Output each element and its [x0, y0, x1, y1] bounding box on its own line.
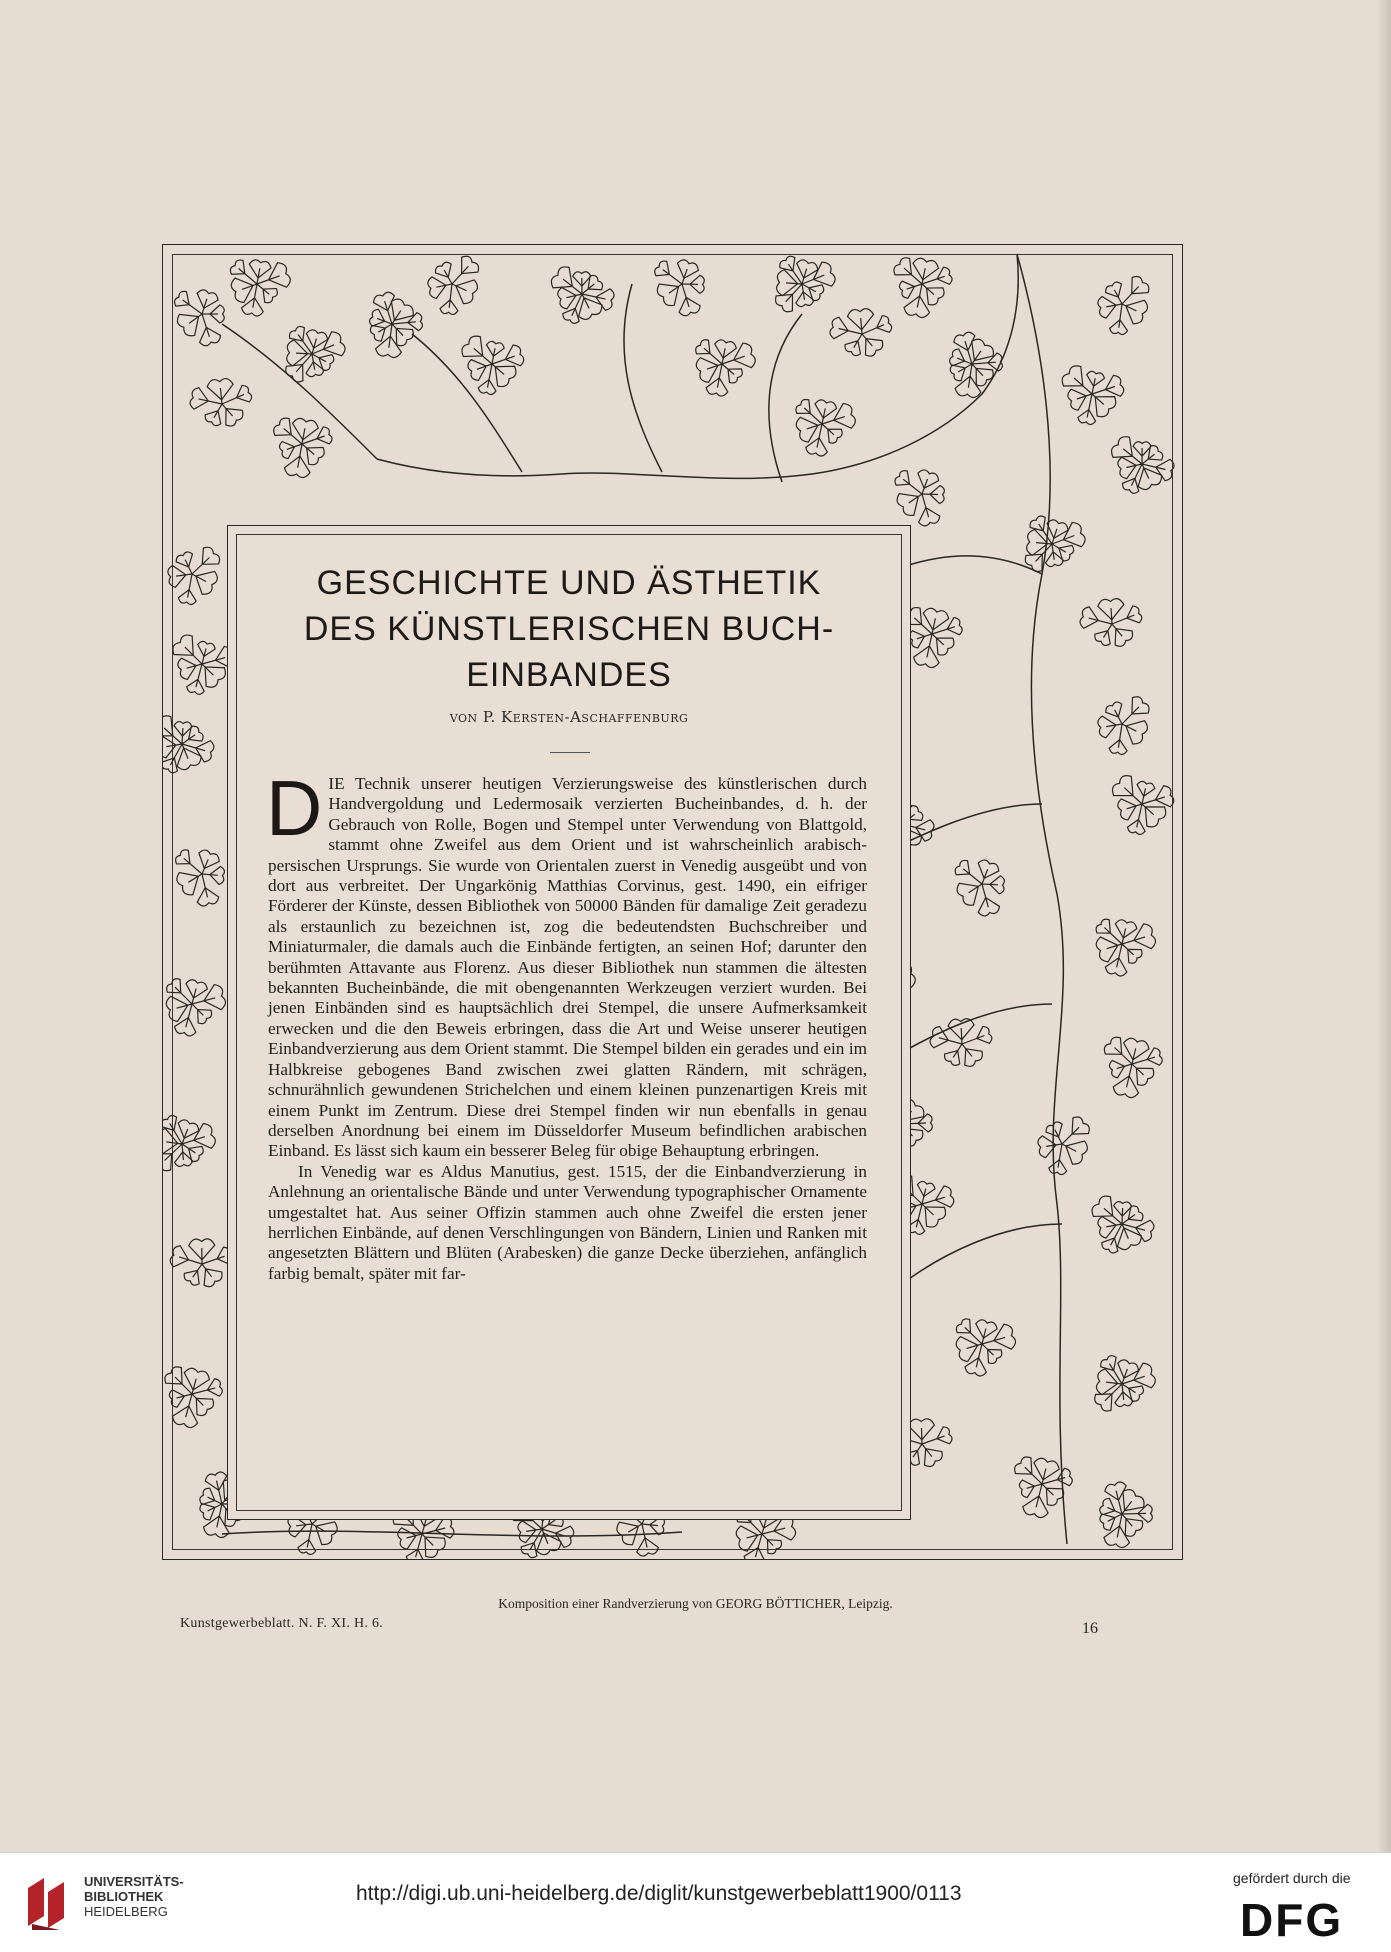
- fern-vein: [922, 268, 925, 284]
- fern-vein: [822, 417, 845, 424]
- page-number: 16: [1082, 1620, 1098, 1637]
- fern-vein: [177, 1004, 192, 1008]
- fern-vein: [968, 364, 972, 388]
- fern-vein: [817, 424, 822, 448]
- fern-leaf-cluster: [172, 288, 224, 347]
- fern-vein: [1132, 1048, 1136, 1064]
- fern-vein: [312, 354, 326, 362]
- fern-vein: [932, 634, 944, 645]
- library-name: [84, 1874, 184, 1919]
- fern-vein: [1108, 1514, 1122, 1521]
- fern-vein: [177, 1394, 193, 1398]
- fern-vein: [953, 1044, 962, 1057]
- fern-leaf-cluster: [228, 258, 292, 317]
- fern-vein: [961, 1028, 962, 1044]
- fern-leaf-cluster: [954, 1316, 1017, 1377]
- fern-vein: [1106, 1382, 1122, 1384]
- fern-vein: [217, 1504, 222, 1527]
- fern-vein: [1117, 944, 1122, 967]
- fern-leaf-cluster: [1089, 1193, 1156, 1255]
- fern-vein: [1122, 287, 1139, 304]
- fern-vein: [1114, 290, 1122, 304]
- fern-leaf-cluster: [1097, 694, 1152, 755]
- fern-vein: [192, 998, 215, 1004]
- fern-leaf-cluster: [1092, 1354, 1158, 1414]
- fern-leaf: [162, 754, 182, 775]
- fern-vein: [182, 1144, 183, 1160]
- fern-vein: [922, 1428, 923, 1444]
- fern-vein: [392, 324, 403, 336]
- fern-vein: [284, 428, 302, 444]
- fern-leaf-cluster: [891, 255, 953, 319]
- fern-vein: [972, 362, 996, 364]
- fern-vein: [312, 345, 334, 354]
- fern-vein: [642, 1524, 647, 1548]
- fern-vein: [296, 353, 312, 354]
- fern-vein: [422, 1534, 433, 1545]
- fern-vein: [1052, 544, 1066, 552]
- fern-stem: [769, 314, 802, 482]
- fern-vein: [192, 1379, 196, 1394]
- funding-label: gefördert durch die: [1233, 1870, 1351, 1886]
- fern-vein: [1115, 1048, 1133, 1065]
- fern-leaf-cluster: [652, 258, 704, 317]
- fern-vein: [196, 664, 202, 687]
- fern-vein: [302, 444, 314, 454]
- fern-vein: [958, 364, 972, 372]
- fern-vein: [1027, 1484, 1042, 1488]
- fern-vein: [922, 284, 934, 295]
- fern-vein: [1122, 1514, 1132, 1526]
- title-line-3: EINBANDES: [466, 656, 672, 694]
- fern-vein: [839, 329, 862, 335]
- title-line-2: DES KÜNSTLERISCHEN BUCH-: [303, 610, 835, 648]
- fern-vein: [972, 364, 983, 376]
- fern-leaf-cluster: [162, 1113, 217, 1173]
- fern-vein: [542, 1520, 555, 1529]
- fern-leaf-cluster: [1098, 1481, 1152, 1549]
- fern-vein: [932, 618, 935, 634]
- fern-vein: [1142, 804, 1154, 815]
- article-body: [266, 764, 867, 1284]
- author-byline: von P. Kersten-Aschaffenburg: [449, 708, 689, 726]
- fern-stem: [624, 284, 662, 472]
- fern-vein: [922, 494, 938, 495]
- fern-vein: [392, 322, 416, 324]
- fern-leaf-cluster: [1097, 273, 1152, 335]
- fern-vein: [1117, 1064, 1132, 1069]
- fern-vein: [922, 1189, 926, 1205]
- fern-leaf-cluster: [167, 544, 222, 605]
- fern-vein: [1115, 710, 1122, 724]
- dfg-logo-icon: [1236, 1896, 1386, 1940]
- fern-vein: [1111, 608, 1112, 624]
- fern-leaf-cluster: [189, 378, 254, 429]
- fern-vein: [861, 318, 862, 334]
- fern-vein: [182, 728, 183, 744]
- fern-vein: [444, 270, 452, 284]
- fern-vein: [642, 1524, 658, 1526]
- fern-vein: [1132, 1064, 1144, 1075]
- fern-leaf-cluster: [948, 331, 1003, 399]
- fern-vein: [913, 1444, 922, 1457]
- fern-vein: [1092, 378, 1095, 394]
- library-name-line-3: HEIDELBERG: [84, 1904, 168, 1919]
- fern-leaf-cluster: [173, 847, 225, 907]
- fern-vein: [903, 479, 922, 494]
- fern-vein: [202, 874, 218, 875]
- fern-stem: [222, 324, 377, 459]
- fern-vein: [1107, 944, 1122, 949]
- fern-vein: [1122, 1208, 1123, 1224]
- fern-vein: [170, 744, 182, 765]
- fern-leaf-cluster: [953, 858, 1005, 917]
- fern-vein: [298, 444, 302, 468]
- permalink-url[interactable]: http://digi.ub.uni-heidelberg.de/diglit/kunstgewerbeblatt1900/0113: [356, 1882, 962, 1905]
- fern-vein: [449, 284, 452, 308]
- fern-vein: [917, 634, 932, 639]
- paragraph-2: In Venedig war es Aldus Manutius, gest. 1515, der die Einbandverzierung in Anlehnung an orientalische Bände und unter Verwendung typographischer Ornamente umgestaltet hat. Aus seiner Offizin stammen auch ohne Zweifel die ersten jener herrlichen Einbände, auf denen Verschlingungen von Bändern, Linien und Ranken mit angesetzten Blättern und Blüten (Arabesken) die ganze Decke überziehen, anfänglich farbig bemalt, später mit far-: [268, 1161, 867, 1283]
- fern-vein: [296, 1524, 312, 1526]
- journal-reference: Kunstgewerbeblatt. N. F. XI. H. 6.: [180, 1616, 384, 1631]
- fern-vein: [707, 364, 722, 369]
- drop-cap: D: [266, 764, 323, 852]
- fern-vein: [202, 664, 213, 675]
- fern-stem: [412, 334, 522, 472]
- fern-vein: [1058, 1144, 1062, 1168]
- fern-vein: [982, 1337, 1005, 1344]
- university-library-logo-icon: [24, 1874, 76, 1932]
- fern-vein: [220, 388, 222, 404]
- fern-vein: [1117, 1514, 1122, 1538]
- fern-vein: [378, 324, 392, 332]
- fern-leaf-cluster: [1059, 362, 1126, 425]
- fern-vein: [802, 284, 816, 292]
- fern-vein: [202, 874, 208, 897]
- fern-vein: [922, 1444, 932, 1457]
- fern-leaf-cluster: [693, 337, 757, 397]
- fern-vein: [1122, 707, 1139, 724]
- fern-leaf-cluster: [162, 712, 215, 774]
- library-name-line-1: UNIVERSITÄTS-: [84, 1874, 184, 1889]
- fern-vein: [1122, 1384, 1124, 1400]
- fern-vein: [242, 284, 257, 289]
- fern-vein: [389, 324, 392, 348]
- fern-vein: [182, 1144, 195, 1153]
- fern-vein: [302, 428, 305, 444]
- fern-vein: [922, 1204, 934, 1215]
- fern-vein: [186, 1394, 192, 1417]
- fern-leaf-cluster: [169, 1239, 234, 1290]
- title-line-1: GESCHICHTE UND ÄSTHETIK: [316, 564, 822, 602]
- fern-vein: [422, 1519, 426, 1534]
- fern-vein: [962, 1044, 972, 1057]
- fern-vein: [786, 283, 802, 284]
- fern-leaf-cluster: [929, 1018, 994, 1069]
- fern-vein: [416, 1534, 422, 1557]
- fern-vein: [982, 884, 998, 885]
- footer-divider: [0, 1852, 1391, 1853]
- fern-vein: [1042, 1469, 1046, 1485]
- fern-vein: [1122, 1513, 1146, 1514]
- fern-leaf-cluster: [427, 253, 482, 315]
- fern-leaf-cluster: [1101, 1034, 1163, 1099]
- fern-vein: [175, 1377, 192, 1394]
- fern-vein: [963, 869, 982, 884]
- fern-vein: [1025, 1467, 1042, 1484]
- fern-vein: [208, 1497, 223, 1504]
- fern-vein: [762, 1528, 785, 1534]
- article-title: [236, 560, 902, 698]
- fern-vein: [185, 560, 192, 574]
- paragraph-1: [266, 764, 867, 1162]
- fern-leaf-cluster: [1079, 598, 1144, 649]
- fern-vein: [1119, 304, 1122, 328]
- fern-leaf-cluster: [1109, 772, 1175, 835]
- svg-text:DFG: DFG: [1240, 1896, 1344, 1940]
- fern-vein: [1036, 1484, 1042, 1507]
- fern-leaf-cluster: [1108, 433, 1175, 495]
- fern-vein: [854, 334, 862, 348]
- fern-leaf-cluster: [773, 254, 838, 315]
- fern-vein: [217, 1481, 223, 1504]
- fern-leaf-cluster: [548, 263, 615, 325]
- fern-vein: [1092, 394, 1104, 405]
- fern-vein: [492, 356, 515, 364]
- fern-stem: [377, 254, 1018, 478]
- paragraph-1-text: IE Technik unserer heutigen Verzierungsweise des künstlerischen durch Handvergoldung und Ledermosaik verzierten Bucheinbandes, d. h. der Gebrauch von Rolle, Bogen und Stempel unter Verwendung von Blattgold, stammt ohne Zweifel aus dem Orient und ist wahrscheinlich arabisch-persischen Ursprungs. Sie wurde von Orientalen zuerst in Venedig ausgeübt und von dort aus verbreitet. Der Ungarkönig Matthias Corvinus, gest. 1490, ein eifriger Förderer der Künste, dessen Bibliothek von 50000 Bänden für damalige Zeit geradezu als erstaunlich zu bezeichnen ist, zog die bedeutendsten Buchschreiber und Miniaturmaler, die damals auch die Einbände fertigten, an seinen Hof; darunter den berühmten Attavante aus Florenz. Aus dieser Bibliothek nun stammen die ältesten bekannten Bucheinbände, die mit obengenannten Werkzeugen verziert wurden. Bei jenen Einbänden sind es hauptsächlich drei Stempel, die unsere Aufmerksamkeit erwecken und die den Beweis erbringen, dass die Art und Weise unserer heutigen Einbandverzierung aus dem Orient stammt. Die Stempel bilden ein gerades und ein im Halbkreise gebogenes Band zwischen zwei glatten Rändern, mit schrägen, schnurähnlich gewundenen Strichelchen und einem kleinen punzenartigen Kreis mit einem Punkt im Zentrum. Diese drei Stempel finden wir nun ebenfalls in genau derselben Anordnung bei einem im Düsseldorfer Museum befindlichen arabischen Einband. Es lässt sich kaum ein besserer Beleg für obige Behauptung erbringen.: [268, 774, 867, 1161]
- fern-vein: [927, 634, 932, 657]
- fern-vein: [663, 270, 682, 284]
- fern-vein: [202, 649, 206, 665]
- library-name-line-2: BIBLIOTHEK: [84, 1889, 164, 1904]
- fern-vein: [214, 404, 222, 418]
- fern-vein: [1127, 1064, 1133, 1087]
- fern-vein: [492, 364, 504, 374]
- title-divider: [550, 752, 590, 753]
- fern-leaf-cluster: [169, 632, 235, 696]
- fern-vein: [807, 424, 822, 429]
- fern-leaf-cluster: [1022, 514, 1087, 575]
- fern-leaf-cluster: [271, 415, 334, 479]
- fern-vein: [530, 1529, 542, 1550]
- fern-vein: [1122, 937, 1145, 944]
- fern-vein: [862, 334, 872, 346]
- fern-leaf-cluster: [368, 291, 423, 359]
- fern-leaf-cluster: [829, 308, 894, 359]
- fern-vein: [1112, 624, 1122, 636]
- fern-leaf-cluster: [162, 1364, 224, 1429]
- fern-vein: [1118, 724, 1122, 748]
- fern-vein: [208, 1504, 222, 1511]
- fern-leaf-cluster: [164, 976, 227, 1037]
- fern-vein: [192, 1394, 203, 1405]
- fern-leaf: [743, 1545, 769, 1560]
- fern-stem: [1017, 254, 1067, 1544]
- fern-vein: [917, 284, 922, 308]
- fern-vein: [193, 1264, 202, 1277]
- fern-vein: [183, 300, 202, 314]
- fern-vein: [1062, 1127, 1079, 1144]
- fern-leaf-cluster: [794, 397, 858, 457]
- fern-vein: [184, 858, 202, 874]
- fern-vein: [253, 284, 257, 308]
- illustration-caption: Komposition einer Randverzierung von GEORG BÖTTICHER, Leipzig.: [498, 1596, 893, 1611]
- fern-leaf-cluster: [893, 468, 945, 527]
- fern-vein: [1104, 624, 1113, 638]
- fern-leaf-cluster: [1094, 917, 1158, 978]
- fern-vein: [1142, 788, 1146, 804]
- fern-leaf-cluster: [1037, 1114, 1092, 1175]
- fern-vein: [1042, 1484, 1054, 1495]
- fern-vein: [747, 1534, 763, 1538]
- fern-vein: [967, 1344, 982, 1348]
- fern-vein: [199, 399, 222, 404]
- fern-vein: [182, 735, 195, 744]
- fern-vein: [1036, 543, 1052, 544]
- fern-vein: [192, 558, 209, 575]
- fern-vein: [717, 364, 722, 388]
- fern-vein: [452, 266, 468, 284]
- fern-leaf: [405, 1547, 426, 1560]
- fern-vein: [176, 574, 192, 576]
- fern-stem: [902, 1224, 1062, 1284]
- fern-vein: [914, 618, 932, 634]
- fern-vein: [904, 268, 922, 284]
- digitization-footer: [0, 1852, 1391, 1952]
- fern-leaf-cluster: [283, 324, 348, 385]
- fern-vein: [222, 404, 233, 416]
- fern-vein: [166, 1142, 182, 1144]
- fern-vein: [1111, 1224, 1122, 1245]
- fern-vein: [202, 1264, 212, 1277]
- fern-vein: [1122, 1384, 1136, 1393]
- fern-leaf-cluster: [458, 333, 525, 396]
- fern-vein: [1055, 1130, 1062, 1144]
